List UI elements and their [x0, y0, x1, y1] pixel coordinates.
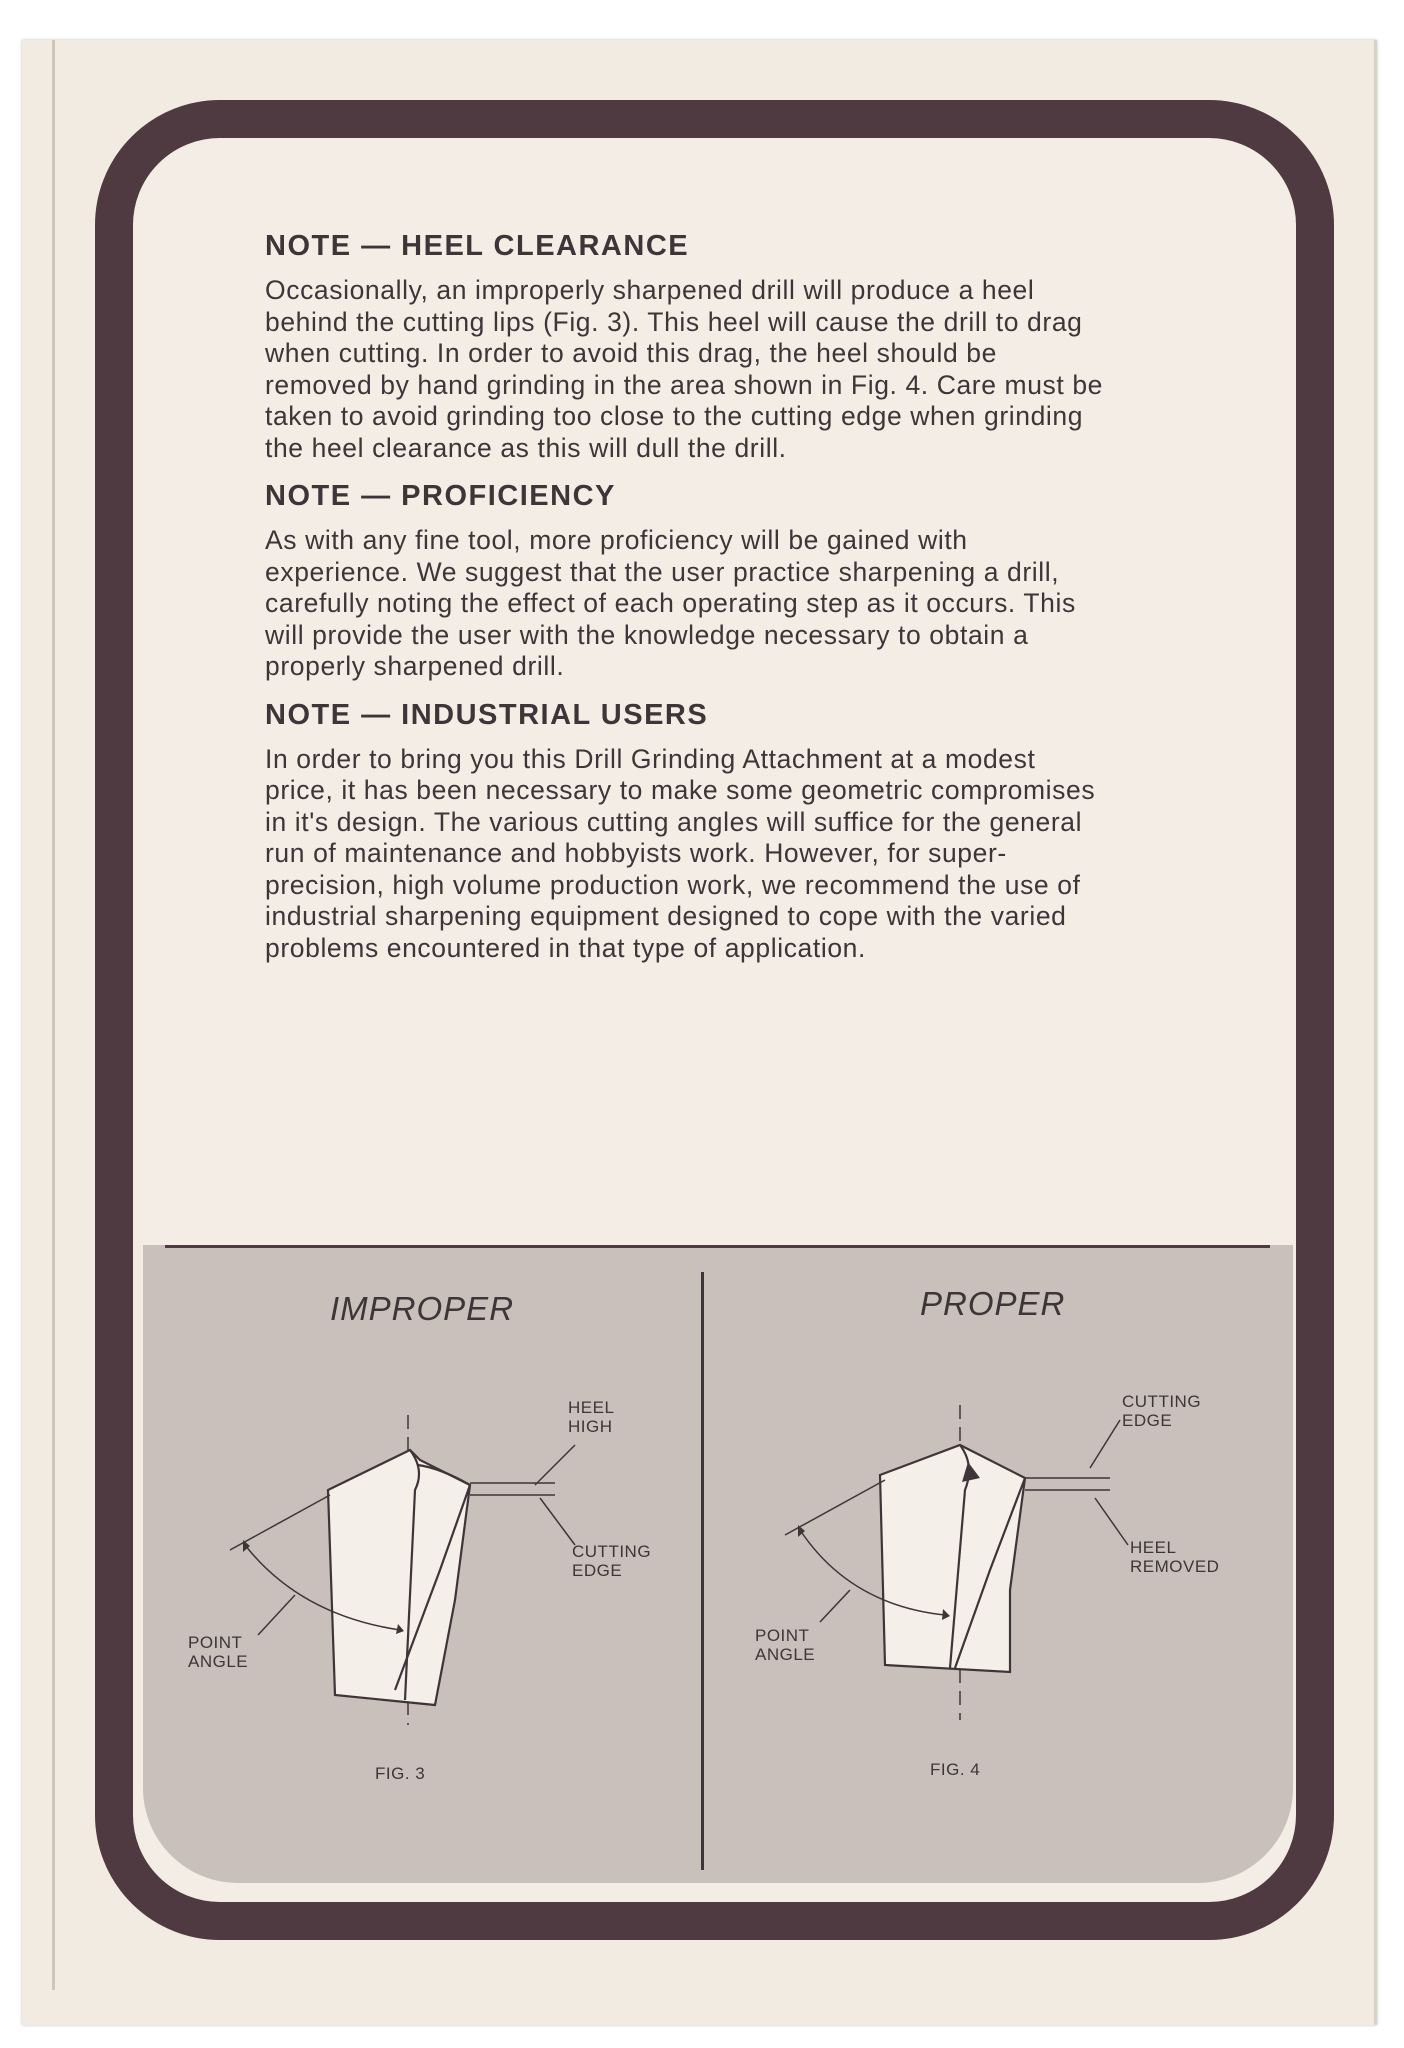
para-proficiency: As with any fine tool, more proficiency will be gained with experience. We suggest that the user practice sharpening a drill, carefully noting the effect of each operating step as it occurs. This will provide the user with the knowledge necessary to obtain a properly sharpened drill.: [265, 525, 1076, 681]
fig-title-improper: IMPROPER: [330, 1290, 515, 1327]
label-heel-removed-line2: REMOVED: [1130, 1557, 1220, 1576]
label-cutting-edge-proper: [1122, 1392, 1201, 1430]
drill-improper-drawing: [230, 1415, 575, 1725]
label-cutting-edge-improper-line2: EDGE: [572, 1561, 623, 1580]
label-point-angle-improper-line1: POINT: [188, 1633, 243, 1652]
label-point-angle-improper-line2: ANGLE: [188, 1652, 249, 1671]
label-point-angle-proper-line1: POINT: [755, 1626, 810, 1645]
label-point-angle-proper: [755, 1626, 815, 1664]
label-heel-removed: [1130, 1538, 1219, 1576]
label-cutting-edge-proper-line1: CUTTING: [1122, 1392, 1202, 1411]
caption-fig-4: FIG. 4: [930, 1760, 981, 1779]
label-cutting-edge-improper-line1: CUTTING: [572, 1542, 652, 1561]
label-heel-high: [568, 1398, 614, 1436]
label-cutting-edge-improper: [572, 1542, 651, 1580]
caption-fig-3: FIG. 3: [375, 1764, 426, 1783]
heading-industrial-users: NOTE — INDUSTRIAL USERS: [265, 698, 709, 731]
heading-proficiency: NOTE — PROFICIENCY: [265, 480, 616, 512]
fig-title-proper: PROPER: [920, 1285, 1066, 1322]
label-point-angle-improper: [188, 1633, 248, 1671]
para-heel-clearance: Occasionally, an improperly sharpened drill will produce a heel behind the cutting lips (Fig. 3). This heel will cause the drill to drag when cutting. In order to avoid this drag, the heel should be removed by hand grinding in the area shown in Fig. 4. Care must be taken to avoid grinding too close to the cutting edge when grinding the heel clearance as this will dull the drill.: [265, 275, 1103, 463]
label-cutting-edge-proper-line2: EDGE: [1122, 1411, 1173, 1430]
drill-proper-drawing: [785, 1405, 1128, 1720]
label-heel-high-line1: HEEL: [568, 1398, 615, 1417]
heading-heel-clearance: NOTE — HEEL CLEARANCE: [265, 230, 690, 262]
label-point-angle-proper-line2: ANGLE: [755, 1645, 816, 1664]
para-industrial-users: In order to bring you this Drill Grinding Attachment at a modest price, it has been necessary to make some geometric compromises in it's design. The various cutting angles will suffice for the general run of maintenance and hobbyists work. However, for super-precision, high volume production work, we recommend the use of industrial sharpening equipment designed to cope with the varied problems encountered in that type of application.: [265, 743, 1096, 963]
label-heel-removed-line1: HEEL: [1130, 1538, 1177, 1557]
label-heel-high-line2: HIGH: [568, 1417, 613, 1436]
